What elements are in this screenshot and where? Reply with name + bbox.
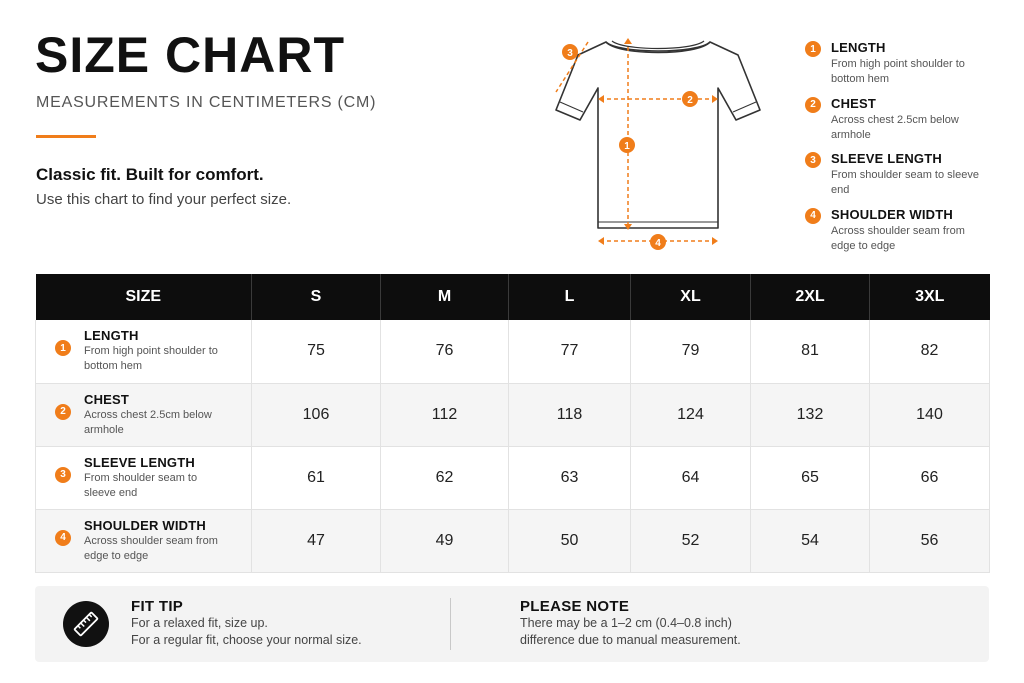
legend-title: SLEEVE LENGTH <box>831 151 942 166</box>
legend-item-length <box>805 40 1015 96</box>
legend-desc: Across chest 2.5cm below armhole <box>831 113 959 141</box>
table-cell: 106 <box>252 383 381 446</box>
table-cell: 112 <box>381 383 509 446</box>
number-badge: 3 <box>805 152 821 168</box>
table-cell: 76 <box>381 320 509 383</box>
table-cell: 79 <box>631 320 751 383</box>
number-badge: 1 <box>805 41 821 57</box>
column-header-3xl: 3XL <box>870 274 990 320</box>
table-cell: 63 <box>509 446 631 509</box>
table-row <box>36 320 990 383</box>
size-table-container <box>35 274 989 573</box>
fit-tip-title: FIT TIP <box>131 598 184 615</box>
legend-title: CHEST <box>831 95 877 111</box>
table-cell: 81 <box>751 320 870 383</box>
svg-text:3: 3 <box>567 48 573 59</box>
page-title: SIZE CHART <box>35 27 345 83</box>
number-badge: 2 <box>55 404 71 420</box>
tshirt-diagram-icon <box>548 30 768 255</box>
table-cell: 61 <box>252 446 381 509</box>
table-row <box>36 509 990 572</box>
column-header-l: L <box>509 274 631 320</box>
column-header-m: M <box>381 274 509 320</box>
table-cell: 66 <box>870 446 990 509</box>
legend-item-shoulder-width <box>805 207 1015 263</box>
row-desc: From high point shoulder to bottom hem <box>84 345 218 373</box>
column-header-xl: XL <box>631 274 751 320</box>
note-line: There may be a 1–2 cm (0.4–0.8 inch) <box>520 616 732 630</box>
table-cell: 64 <box>631 446 751 509</box>
table-cell: 50 <box>509 509 631 572</box>
table-cell: 140 <box>870 383 990 446</box>
note-line: difference due to manual measurement. <box>520 633 741 647</box>
row-desc: Across shoulder seam from edge to edge <box>84 534 218 562</box>
number-badge: 3 <box>55 467 71 483</box>
diagram-badge-3 <box>562 44 578 60</box>
accent-divider <box>36 135 96 138</box>
table-cell: 82 <box>870 320 990 383</box>
table-cell: 77 <box>509 320 631 383</box>
row-label-cell <box>36 383 252 446</box>
column-header-s: S <box>252 274 381 320</box>
footer-divider <box>450 598 451 650</box>
table-row <box>36 383 990 446</box>
footer-panel <box>35 586 989 662</box>
table-cell: 124 <box>631 383 751 446</box>
fit-tip-line: For a relaxed fit, size up. <box>131 616 268 630</box>
svg-text:1: 1 <box>624 141 630 152</box>
table-cell: 62 <box>381 446 509 509</box>
tagline: Classic fit. Built for comfort. <box>36 165 264 184</box>
table-cell: 118 <box>509 383 631 446</box>
row-title: SHOULDER WIDTH <box>84 517 206 533</box>
please-note <box>520 598 741 649</box>
measurement-legend <box>805 40 1015 262</box>
number-badge: 4 <box>55 530 71 546</box>
row-title: LENGTH <box>84 328 139 344</box>
svg-text:2: 2 <box>687 95 693 106</box>
intro-text: Use this chart to find your perfect size. <box>36 191 292 208</box>
row-label-cell <box>36 509 252 572</box>
legend-title: LENGTH <box>831 40 886 55</box>
note-title: PLEASE NOTE <box>520 598 630 615</box>
legend-desc: From high point shoulder to bottom hem <box>831 58 965 85</box>
table-header-row <box>36 274 990 320</box>
table-cell: 65 <box>751 446 870 509</box>
table-cell: 49 <box>381 509 509 572</box>
diagram-badge-4 <box>650 234 666 250</box>
svg-text:4: 4 <box>655 238 661 249</box>
fit-tip-line: For a regular fit, choose your normal size. <box>131 633 362 647</box>
number-badge: 1 <box>55 340 71 356</box>
ruler-icon <box>63 601 109 647</box>
table-row <box>36 446 990 509</box>
legend-desc: From shoulder seam to sleeve end <box>831 169 979 196</box>
size-table <box>35 274 990 573</box>
table-cell: 54 <box>751 509 870 572</box>
table-cell: 75 <box>252 320 381 383</box>
fit-tip <box>131 598 362 649</box>
legend-title: SHOULDER WIDTH <box>831 206 953 222</box>
row-label-cell <box>36 320 252 383</box>
row-desc: Across chest 2.5cm below armhole <box>84 408 212 436</box>
table-cell: 52 <box>631 509 751 572</box>
row-title: SLEEVE LENGTH <box>84 454 195 470</box>
number-badge: 4 <box>805 208 821 224</box>
column-header-2xl: 2XL <box>751 274 870 320</box>
column-header-size: SIZE <box>36 274 252 320</box>
row-label-cell <box>36 446 252 509</box>
legend-desc: Across shoulder seam from edge to edge <box>831 224 965 252</box>
table-cell: 56 <box>870 509 990 572</box>
row-desc: From shoulder seam to sleeve end <box>84 471 198 499</box>
row-title: CHEST <box>84 391 130 407</box>
diagram-badge-2 <box>682 91 698 107</box>
table-cell: 132 <box>751 383 870 446</box>
legend-item-chest <box>805 96 1015 152</box>
legend-item-sleeve-length <box>805 151 1015 207</box>
diagram-badge-1 <box>619 137 635 153</box>
number-badge: 2 <box>805 97 821 113</box>
page-subtitle: MEASUREMENTS IN CENTIMETERS (CM) <box>36 94 377 111</box>
table-cell: 47 <box>252 509 381 572</box>
